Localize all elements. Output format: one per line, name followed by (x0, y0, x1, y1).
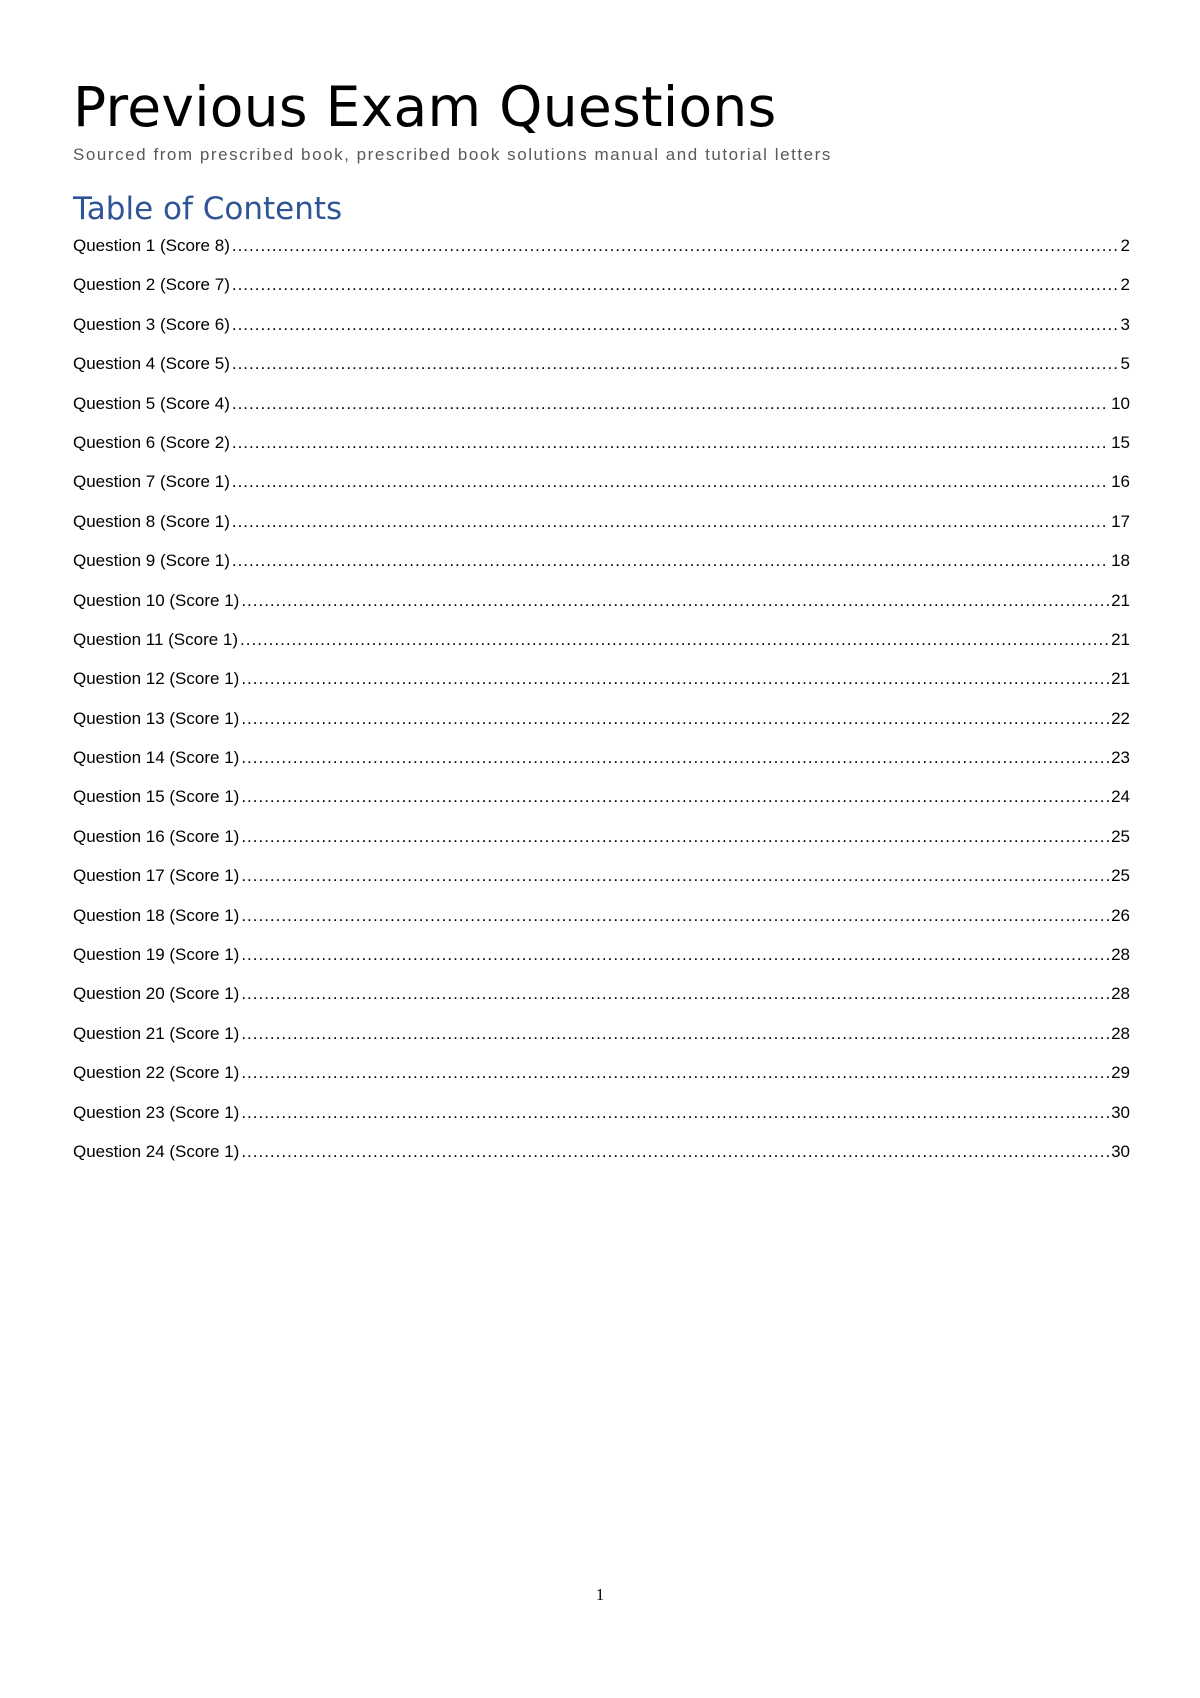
toc-entry[interactable] (73, 352, 1130, 391)
toc-entry[interactable] (73, 1022, 1130, 1061)
toc-entry[interactable] (73, 313, 1130, 352)
toc-entry-page: 10 (1111, 393, 1130, 413)
toc-entry[interactable] (73, 1101, 1130, 1140)
toc-entry-page: 28 (1111, 984, 1130, 1004)
toc-entry[interactable] (73, 864, 1130, 903)
toc-entry-page: 21 (1111, 629, 1130, 649)
toc-dot-leader (232, 392, 1109, 416)
toc-entry-label: Question 16 (Score 1) (73, 826, 240, 846)
toc-entry-page: 3 (1120, 314, 1130, 334)
toc-entry-page: 16 (1111, 472, 1130, 492)
toc-dot-leader (241, 746, 1109, 770)
toc-entry-label: Question 4 (Score 5) (73, 354, 230, 374)
toc-entry-page: 24 (1111, 787, 1130, 807)
toc-entry-page: 26 (1111, 905, 1130, 925)
toc-entry-page: 28 (1111, 1023, 1130, 1043)
toc-dot-leader (241, 904, 1109, 928)
toc-entry-page: 21 (1111, 669, 1130, 689)
toc-entry[interactable] (73, 392, 1130, 431)
toc-entry-page: 5 (1120, 354, 1130, 374)
toc-entry[interactable] (73, 904, 1130, 943)
toc-entry-page: 30 (1111, 1102, 1130, 1122)
toc-entry[interactable] (73, 431, 1130, 470)
toc-dot-leader (241, 825, 1109, 849)
toc-entry-label: Question 22 (Score 1) (73, 1063, 240, 1083)
toc-dot-leader (241, 1061, 1109, 1085)
toc-dot-leader (232, 352, 1119, 376)
toc-entry-page: 15 (1111, 432, 1130, 452)
toc-dot-leader (232, 273, 1119, 297)
toc-dot-leader (232, 510, 1109, 534)
toc-entry-label: Question 9 (Score 1) (73, 551, 230, 571)
toc-dot-leader (241, 982, 1109, 1006)
toc-entry[interactable] (73, 982, 1130, 1021)
toc-entry-label: Question 8 (Score 1) (73, 511, 230, 531)
toc-entry-label: Question 7 (Score 1) (73, 472, 230, 492)
toc-dot-leader (241, 707, 1109, 731)
toc-entry-label: Question 11 (Score 1) (73, 629, 239, 649)
toc-entry-page: 28 (1111, 945, 1130, 965)
toc-entry-page: 25 (1111, 826, 1130, 846)
toc-entry-label: Question 2 (Score 7) (73, 275, 230, 295)
toc-entry[interactable] (73, 785, 1130, 824)
toc-dot-leader (241, 589, 1109, 613)
toc-entry-page: 23 (1111, 748, 1130, 768)
toc-entry-label: Question 14 (Score 1) (73, 748, 240, 768)
toc-dot-leader (241, 667, 1109, 691)
toc-entry-label: Question 23 (Score 1) (73, 1102, 240, 1122)
toc-dot-leader (232, 313, 1119, 337)
toc-dot-leader (241, 864, 1109, 888)
toc-entry[interactable] (73, 1140, 1130, 1179)
toc-entry[interactable] (73, 549, 1130, 588)
document-subtitle: Sourced from prescribed book, prescribed book solutions manual and tutorial letters (73, 145, 832, 164)
toc-entry-label: Question 1 (Score 8) (73, 236, 230, 255)
toc-entry-label: Question 13 (Score 1) (73, 708, 240, 728)
toc-dot-leader (232, 234, 1119, 258)
toc-entry[interactable] (73, 943, 1130, 982)
page-number: 1 (595, 1585, 605, 1604)
toc-entry-label: Question 3 (Score 6) (73, 314, 230, 334)
toc-entry[interactable] (73, 825, 1130, 864)
toc-entry-page: 2 (1120, 275, 1130, 295)
toc-dot-leader (241, 1101, 1109, 1125)
toc-entry[interactable] (73, 707, 1130, 746)
toc-entry[interactable] (73, 1061, 1130, 1100)
toc-entry-label: Question 15 (Score 1) (73, 787, 240, 807)
toc-entry-page: 21 (1111, 590, 1130, 610)
toc-entry-label: Question 12 (Score 1) (73, 669, 240, 689)
toc-entry-label: Question 24 (Score 1) (73, 1141, 240, 1161)
document-title: Previous Exam Questions (73, 75, 777, 139)
toc-entry-label: Question 17 (Score 1) (73, 866, 240, 886)
toc-dot-leader (241, 1140, 1109, 1164)
toc-dot-leader (241, 785, 1109, 809)
toc-entry-label: Question 20 (Score 1) (73, 984, 240, 1004)
toc-entry-page: 29 (1111, 1063, 1130, 1083)
toc-entry[interactable] (73, 667, 1130, 706)
toc-dot-leader (241, 943, 1109, 967)
toc-entry-page: 30 (1111, 1141, 1130, 1161)
toc-dot-leader (232, 549, 1109, 573)
toc-entry[interactable] (73, 628, 1130, 667)
toc-heading: Table of Contents (73, 191, 343, 227)
toc-entry-label: Question 5 (Score 4) (73, 393, 230, 413)
toc-dot-leader (232, 431, 1109, 455)
toc-entry-label: Question 18 (Score 1) (73, 905, 240, 925)
table-of-contents (73, 234, 1130, 1179)
toc-entry-page: 18 (1111, 551, 1130, 571)
toc-entry-label: Question 21 (Score 1) (73, 1023, 240, 1043)
toc-entry-page: 22 (1111, 708, 1130, 728)
toc-entry[interactable] (73, 273, 1130, 312)
toc-entry-page: 17 (1111, 511, 1130, 531)
toc-entry[interactable] (73, 510, 1130, 549)
toc-entry[interactable] (73, 234, 1130, 273)
toc-entry[interactable] (73, 589, 1130, 628)
toc-entry-label: Question 10 (Score 1) (73, 590, 240, 610)
toc-dot-leader (240, 628, 1109, 652)
toc-entry-page: 25 (1111, 866, 1130, 886)
toc-entry-label: Question 6 (Score 2) (73, 432, 230, 452)
toc-dot-leader (232, 470, 1109, 494)
toc-entry[interactable] (73, 470, 1130, 509)
toc-dot-leader (241, 1022, 1109, 1046)
toc-entry[interactable] (73, 746, 1130, 785)
toc-entry-label: Question 19 (Score 1) (73, 945, 240, 965)
toc-entry-page: 2 (1120, 236, 1130, 255)
